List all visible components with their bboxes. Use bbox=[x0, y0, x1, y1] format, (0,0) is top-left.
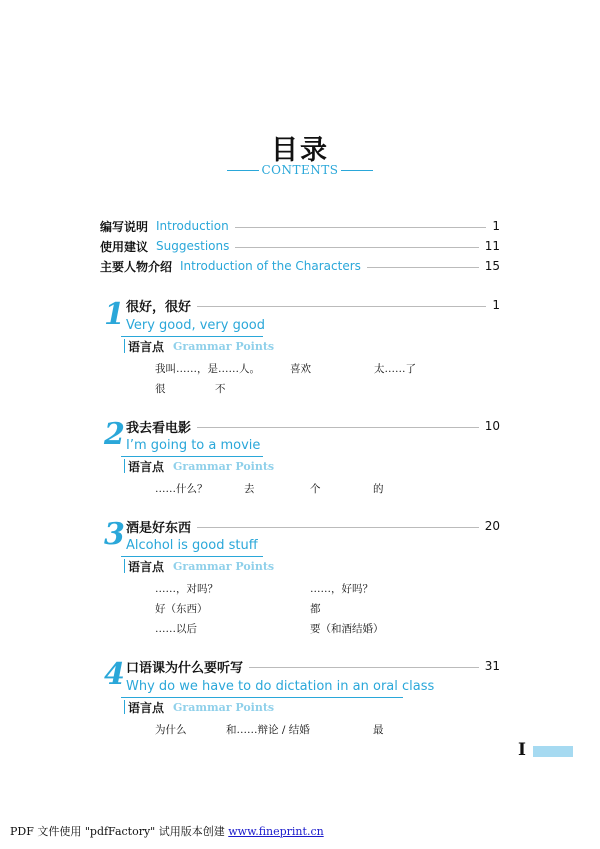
subtitle-rule-right bbox=[341, 170, 373, 171]
lesson-title-en: I’m going to a movie bbox=[126, 438, 261, 453]
lesson-page: 31 bbox=[484, 659, 500, 673]
footer-watermark bbox=[10, 823, 324, 839]
toc-entry-lesson-1[interactable] bbox=[126, 297, 500, 313]
lesson-page: 1 bbox=[492, 298, 500, 312]
grammar-item: 太……了 bbox=[374, 363, 416, 375]
lesson-number: 4 bbox=[104, 657, 125, 692]
grammar-item: 我叫……，是……人。 bbox=[155, 363, 260, 375]
grammar-bar bbox=[124, 459, 125, 473]
leader-line bbox=[197, 527, 479, 528]
grammar-bar bbox=[124, 700, 125, 714]
lesson-title-zh: 酒是好东西 bbox=[126, 520, 192, 536]
leader-line bbox=[367, 267, 479, 268]
toc-entry-lesson-2[interactable] bbox=[126, 418, 500, 434]
entry-page: 1 bbox=[492, 219, 500, 233]
grammar-item: ……，对吗？ bbox=[155, 583, 218, 595]
lesson-title-zh: 我去看电影 bbox=[126, 420, 192, 436]
grammar-label-zh: 语言点 bbox=[128, 559, 165, 574]
footer-link[interactable]: www.fineprint.cn bbox=[228, 825, 324, 838]
grammar-item: 很 bbox=[155, 383, 166, 395]
grammar-heading bbox=[128, 559, 274, 573]
entry-title-en: Introduction of the Characters bbox=[180, 259, 361, 273]
entry-title-en: Suggestions bbox=[156, 239, 230, 253]
toc-entry-suggestions[interactable] bbox=[100, 238, 500, 254]
grammar-label-zh: 语言点 bbox=[128, 459, 165, 474]
grammar-label-zh: 语言点 bbox=[128, 700, 165, 715]
lesson-title-en: Why do we have to do dictation in an oral class bbox=[126, 679, 435, 694]
grammar-item: 喜欢 bbox=[290, 363, 311, 375]
lesson-title-zh: 口语课为什么要听写 bbox=[126, 660, 244, 676]
page-subtitle bbox=[0, 163, 600, 177]
lesson-number: 2 bbox=[104, 417, 125, 452]
entry-page: 11 bbox=[484, 239, 500, 253]
entry-title-en: Introduction bbox=[156, 219, 229, 233]
grammar-item: ……以后 bbox=[155, 623, 197, 635]
lesson-page: 20 bbox=[484, 519, 500, 533]
grammar-item: 都 bbox=[310, 603, 321, 615]
toc-entry-lesson-4[interactable] bbox=[126, 658, 500, 674]
lesson-title-en: Very good, very good bbox=[126, 318, 266, 333]
lesson-title-zh: 很好，很好 bbox=[126, 299, 192, 315]
grammar-label-en: Grammar Points bbox=[173, 700, 275, 714]
lesson-title-en: Alcohol is good stuff bbox=[126, 538, 258, 553]
grammar-label-en: Grammar Points bbox=[173, 459, 275, 473]
grammar-heading bbox=[128, 700, 274, 714]
lesson-number: 1 bbox=[104, 297, 125, 332]
page-title: 目录 bbox=[271, 135, 329, 166]
grammar-label-en: Grammar Points bbox=[173, 559, 275, 573]
subtitle-text: CONTENTS bbox=[261, 163, 339, 177]
grammar-item: 不 bbox=[215, 383, 226, 395]
entry-title-zh: 使用建议 bbox=[100, 239, 149, 254]
lesson-page: 10 bbox=[484, 419, 500, 433]
grammar-bar bbox=[124, 339, 125, 353]
grammar-bar bbox=[124, 559, 125, 573]
grammar-label-zh: 语言点 bbox=[128, 339, 165, 354]
grammar-heading bbox=[128, 459, 274, 473]
leader-line bbox=[197, 306, 486, 307]
subtitle-rule-left bbox=[227, 170, 259, 171]
entry-title-zh: 主要人物介绍 bbox=[100, 259, 173, 274]
leader-line bbox=[249, 667, 479, 668]
entry-title-zh: 编写说明 bbox=[100, 219, 149, 234]
grammar-label-en: Grammar Points bbox=[173, 339, 275, 353]
lesson-number: 3 bbox=[104, 517, 125, 552]
leader-line bbox=[235, 247, 478, 248]
grammar-item: 好（东西） bbox=[155, 603, 208, 615]
entry-page: 15 bbox=[484, 259, 500, 273]
leader-line bbox=[235, 227, 487, 228]
grammar-item: 为什么 bbox=[155, 724, 187, 736]
grammar-item: 最 bbox=[373, 724, 384, 736]
grammar-item: 去 bbox=[244, 483, 255, 495]
toc-entry-characters[interactable] bbox=[100, 258, 500, 274]
grammar-heading bbox=[128, 339, 274, 353]
grammar-item: 和……辩论 / 结婚 bbox=[226, 724, 310, 736]
toc-entry-introduction[interactable] bbox=[100, 218, 500, 234]
grammar-item: ……什么？ bbox=[155, 483, 208, 495]
grammar-item: 个 bbox=[310, 483, 321, 495]
grammar-item: 要（和酒结婚） bbox=[310, 623, 384, 635]
page-number: I bbox=[518, 740, 526, 760]
grammar-item: 的 bbox=[373, 483, 384, 495]
page-number-bar bbox=[533, 746, 573, 757]
grammar-item: ……，好吗？ bbox=[310, 583, 373, 595]
toc-entry-lesson-3[interactable] bbox=[126, 518, 500, 534]
footer-text: PDF 文件使用 "pdfFactory" 试用版本创建 bbox=[10, 825, 225, 838]
leader-line bbox=[197, 427, 479, 428]
